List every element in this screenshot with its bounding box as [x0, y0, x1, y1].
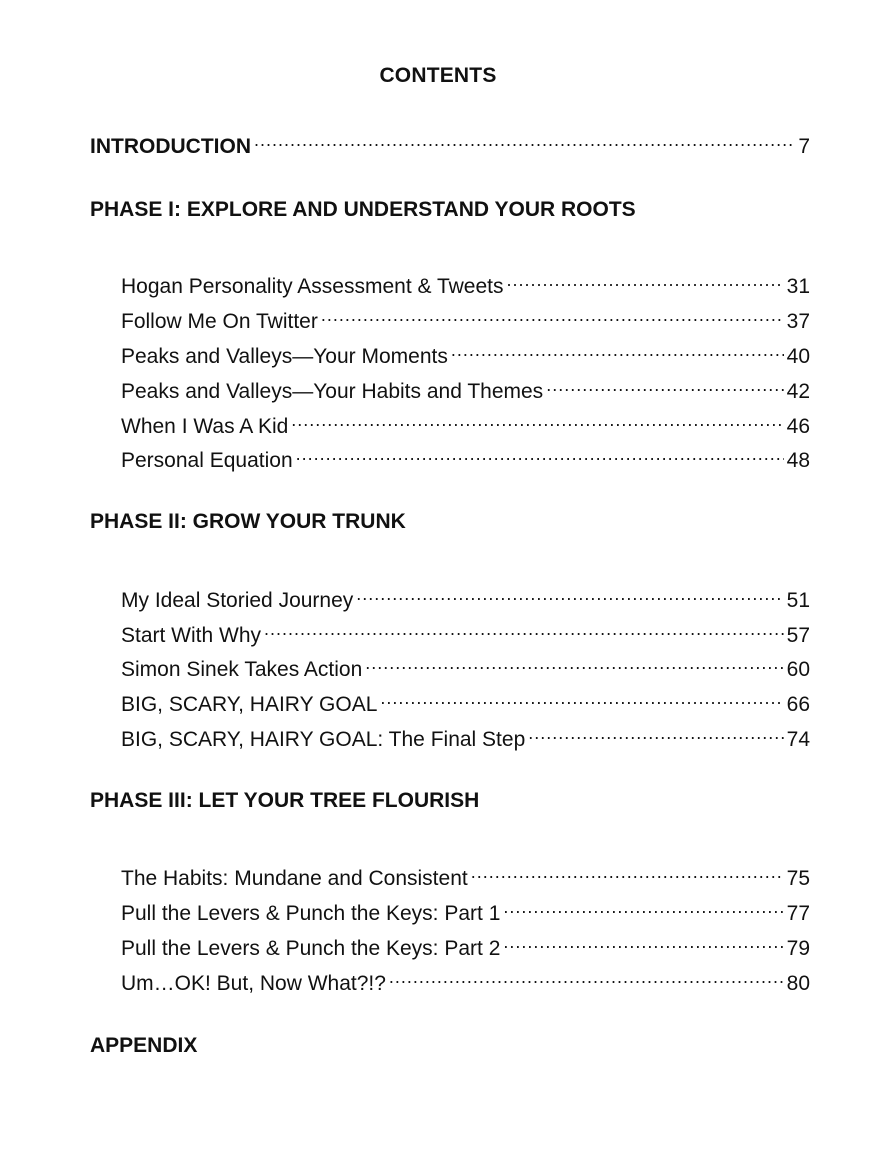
toc-entry-label: Peaks and Valleys—Your Moments	[121, 345, 448, 368]
toc-entry-label: Follow Me On Twitter	[121, 310, 318, 333]
toc-entry[interactable]	[121, 614, 810, 650]
toc-entry-page-number: 31	[786, 275, 810, 298]
dot-leader	[471, 857, 784, 885]
toc-entry-label: BIG, SCARY, HAIRY GOAL: The Final Step	[121, 728, 526, 751]
dot-leader	[389, 962, 784, 990]
toc-entry-label: Personal Equation	[121, 449, 293, 472]
toc-entry-page-number: 77	[786, 902, 810, 925]
toc-entry[interactable]	[121, 718, 810, 754]
toc-entry[interactable]	[121, 927, 810, 963]
dot-leader	[506, 265, 783, 293]
toc-entry-label: Hogan Personality Assessment & Tweets	[121, 275, 504, 298]
toc-entry-label: Peaks and Valleys—Your Habits and Themes	[121, 380, 544, 403]
toc-entry[interactable]	[121, 405, 810, 441]
dot-leader	[321, 300, 784, 328]
toc-entry-page-number: 7	[798, 135, 810, 158]
dot-leader	[264, 614, 784, 642]
toc-entry-introduction[interactable]	[90, 125, 810, 161]
toc-entry-label: BIG, SCARY, HAIRY GOAL	[121, 693, 378, 716]
toc-entry-label: INTRODUCTION	[90, 135, 251, 158]
toc-entry-page-number: 80	[786, 972, 810, 995]
toc-entry[interactable]	[121, 892, 810, 928]
toc-entry-label: Simon Sinek Takes Action	[121, 658, 363, 681]
toc-entry-page-number: 79	[786, 937, 810, 960]
dot-leader	[356, 579, 783, 607]
toc-entry[interactable]	[121, 962, 810, 998]
toc-entry-page-number: 75	[786, 867, 810, 890]
dot-leader	[546, 370, 783, 398]
toc-entry-page-number: 42	[786, 380, 810, 403]
section-heading-phase-2: PHASE II: GROW YOUR TRUNK	[90, 510, 406, 533]
toc-entry[interactable]	[121, 579, 810, 615]
dot-leader	[451, 335, 784, 363]
toc-entry[interactable]	[121, 335, 810, 371]
toc-entry-page-number: 57	[786, 624, 810, 647]
dot-leader	[528, 718, 783, 746]
toc-entry-label: My Ideal Storied Journey	[121, 589, 354, 612]
toc-entry-page-number: 48	[786, 449, 810, 472]
toc-entry-label: Um…OK! But, Now What?!?	[121, 972, 386, 995]
toc-entry-page-number: 74	[786, 728, 810, 751]
dot-leader	[503, 927, 783, 955]
section-heading-appendix[interactable]: APPENDIX	[90, 1034, 198, 1057]
toc-entry[interactable]	[121, 439, 810, 475]
toc-entry-page-number: 66	[786, 693, 810, 716]
dot-leader	[503, 892, 783, 920]
toc-entry-page-number: 37	[786, 310, 810, 333]
dot-leader	[296, 439, 784, 467]
toc-entry[interactable]	[121, 648, 810, 684]
toc-entry[interactable]	[121, 683, 810, 719]
section-heading-phase-3: PHASE III: LET YOUR TREE FLOURISH	[90, 789, 480, 812]
toc-entry[interactable]	[121, 265, 810, 301]
toc-entry[interactable]	[121, 370, 810, 406]
toc-entry-label: Start With Why	[121, 624, 262, 647]
toc-entry-label: Pull the Levers & Punch the Keys: Part 2	[121, 937, 501, 960]
toc-entry-page-number: 40	[786, 345, 810, 368]
toc-entry-page-number: 60	[786, 658, 810, 681]
toc-entry-label: When I Was A Kid	[121, 415, 289, 438]
section-heading-phase-1: PHASE I: EXPLORE AND UNDERSTAND YOUR ROOTS	[90, 198, 636, 221]
dot-leader	[380, 683, 783, 711]
dot-leader	[365, 648, 783, 676]
toc-entry[interactable]	[121, 300, 810, 336]
toc-entry-label: The Habits: Mundane and Consistent	[121, 867, 468, 890]
dot-leader	[291, 405, 783, 433]
page-title: CONTENTS	[379, 64, 497, 87]
toc-entry-page-number: 46	[786, 415, 810, 438]
toc-entry-page-number: 51	[786, 589, 810, 612]
dot-leader	[254, 125, 795, 153]
toc-entry-label: Pull the Levers & Punch the Keys: Part 1	[121, 902, 501, 925]
toc-entry[interactable]	[121, 857, 810, 893]
